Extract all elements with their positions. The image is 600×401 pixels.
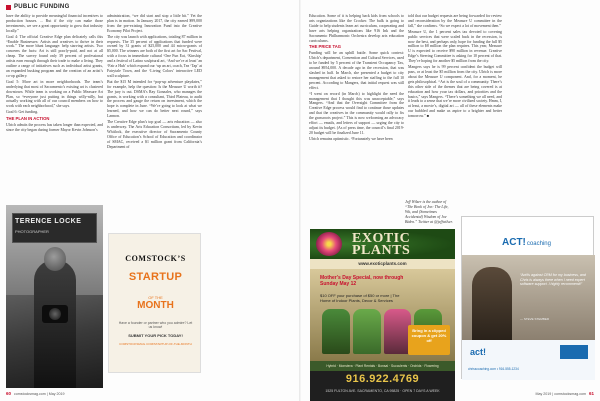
person-figure — [472, 267, 512, 340]
photographer-photo — [6, 205, 103, 388]
paragraph: Education. Some of it is helping back kids from schools to arts organizations like the Crocker. The bulk is going to Guide to help students learn art curriculum, cooperating and have arts helping organizations like 916 Ink and the Sacramento Philharmonic Orchestra develop arts education curriculums. — [309, 14, 404, 43]
folio-left — [6, 391, 64, 396]
subhead: THE PRICE TAG — [309, 44, 342, 50]
exotic-url[interactable]: www.exoticplants.com — [358, 261, 407, 266]
exotic-address: 1525 FULTON AVE. SACRAMENTO, CA 95825 · OPEN 7 DAYS A WEEK — [325, 389, 440, 393]
folio-right — [536, 391, 594, 396]
exotic-phone[interactable]: 916.922.4769 — [345, 373, 420, 385]
paragraph: told that our budget requests are being forwarded for review and reconsideration by the Measure U committee in the fall,” she confirms. “So we expect a lot of movement then.” — [408, 14, 502, 28]
coupon-badge[interactable]: Bring in a clipped coupon & get 20% off — [408, 325, 450, 355]
lens-icon — [49, 308, 61, 320]
page-number: 61 — [588, 391, 594, 396]
paragraph: Ulrich remains optimistic. “Fortunately we have been — [309, 136, 393, 141]
startup-url[interactable]: COMSTOCKSMAG.COM/STARTUP-OF-THE-MONTH — [119, 342, 192, 346]
left-col-2 — [107, 14, 202, 229]
plant-image — [353, 309, 381, 354]
exotic-sub: $10 OFF your purchase of $50 or more | The Home of Indoor Plants, Decor & Services — [320, 293, 400, 303]
subhead: THE PLAN IN ACTION — [6, 116, 50, 122]
person-figure — [34, 260, 76, 388]
page-gutter — [299, 0, 301, 401]
paragraph: Measure U, the 1 percent sales tax devoted to covering public services that were scaled back in the recession, is now the best, and perhaps only, hope for funding the full $5 million to $8 million the plan requires. This year, Measure U is expected to receive $90 million in revenue. Creative Edge’s Steering Committee is asking for 10 percent of that. They’re hoping for another $5 million from the city. — [408, 29, 502, 64]
author-bio: Jeff Wilser is the author of “The Book of Joe: The Life, Wit, and (Sometimes Accidental) Wisdom of Joe Biden.” Twitter at @jeffwilser. — [405, 200, 453, 224]
testimonial-author: — STEVE STEMBER — [520, 317, 550, 321]
sign-subtext: PHOTOGRAPHER — [15, 229, 49, 234]
exotic-title: EXOTIC PLANTS — [352, 231, 411, 258]
person-head — [44, 247, 66, 271]
sign-text: TERENCE LOCKE — [15, 218, 82, 225]
paragraph: The city was launch with applications, totaling 87 million in requests. The 35 percent of applications that funded were owned by 31 grants of $25,000 and 44 micro-grants of $5,000. The winners are both of the first art for Sac Festival, with a focus in immediate cultural ‘One Fun Eat, ‘Kinship’ and a festival of Latino sculptural art, ‘And we’re at least’ an ‘Fair a Hub’ which expand our ‘up an art, coach, Tea ‘Tap’ at Fairytale Town, and the ‘Living Colors’ interactive LED wall sculpture. — [107, 34, 202, 78]
act-logo: ACT! coaching — [502, 237, 551, 248]
paragraph: administration, “we did start and stop a little bit.” Yet the plan is in motion. In January 2017, the city earned $99,000 from the pre-existing Innovation Fund into the Creative Economy Pilot Project. — [107, 14, 202, 33]
flower-icon — [316, 232, 342, 256]
startup-title: STARTUP — [128, 271, 183, 283]
paragraph: But the $15 M intended for “pop-up adventure playdates,” for example, help the question: Is the Measure U worth it? The jury is out. DSMA’s Ray Gonzales, who manages the grants, is working with a consultant, Third Plateau, to audit the process and gauge the return on investment, which the hope is complete in June. “We’re going to look at what we learned, and how we can do better next round,” says Lannon. — [107, 79, 202, 119]
paragraph: “I went on record (in March) to highlight the need the management that I thought this was unacceptable,” says Mangers. “And that the Oversight Committee from the Creative Edge process would find to continue those updates and that the creatives in the community would rally to fix the grassroots project.” This is now welcoming an advocacy effort — emails, and letters of support — urging the city to adjust its budget. (As of press time, the council’s final 2019-20 budget will be finalized June 11. — [309, 91, 404, 135]
paragraph: Funding will be an uphill battle. Some quick context: Ulrich’s department, Convention and Cultural Services, used to be funded by 5 percent of the Transient Occupancy Tax, around $954,000. A decade ago in the recession, that was slashed in half. In March, she presented a budget to city management that asked to restore her staffing to the full 10 percent. According to Mangers, that initial request was still effect. — [309, 51, 404, 90]
paragraph: Mangers says he is 99 percent confident the budget will pass, or at least the $5 million from the city. Ulrich is more about the Measure U component. And, for a moment, he gets philosophical. “Art is the soul of a community. There’s this other side of the themes that are being covered is at education and how your tax dollars, and priorities and the basics,” says Mangers. “There’s something we all need, and it leads to a sense that we’re more civilized society. Hmm, I, at least, a movie’s, digital art — all of these elements make our bubbled and make us aspire to a brighter and better tomorrow.” ■ — [408, 65, 502, 119]
badge-icon — [560, 345, 588, 359]
left-col-1 — [6, 14, 103, 204]
folio-text: comstocksmag.com | May 2019 — [14, 391, 65, 396]
right-col-1 — [309, 14, 404, 226]
act-url[interactable]: chrisscoaching.com • 916-555-1234 — [468, 367, 519, 371]
paragraph: Ulrich admits the process has taken longer than expected, and since the city began during former Mayor Kevin Johnson’s — [6, 123, 103, 132]
section-label: PUBLIC FUNDING — [14, 4, 70, 10]
paragraph: Goal 5: More art in more neighborhoods. The team’s underlying that most of Sacramento’s existing art is clustered downtown. While team is working on a Public Measure Art Plan, so “everyone just putting in things willy-nilly, but actually working with all of our council members on how to work with each neighborhood,” she says. — [6, 79, 103, 109]
startup-cta[interactable]: SUBMIT YOUR PICK TODAY! — [128, 333, 183, 338]
paragraph: Goal 4: The official Creative Edge plan delicately calls this “Enable Businesses: Artists and creatives to thrive in their work.” The more blunt language: help starving artists. Two concerns the facts: Art is still poorly-paid, and not at all cheap. The survey found only 39 percent of professional artists earn enough through their trade to make a living. They outline a range of initiatives such as individual artist grants, an expanded busking program and the creation of an artist’s co-op gallery. — [6, 34, 103, 78]
section-tag — [6, 4, 70, 10]
startup-tagline: Have a founder or partner who you admire? Let us know! — [118, 321, 193, 330]
comstocks-logo: COMSTOCK’S — [125, 254, 186, 263]
right-col-3 — [506, 14, 594, 209]
section-marker-icon — [6, 5, 11, 10]
exotic-categories: Hybrid · Monstera · Plant Rentals · Bonsai · Succulents · Orchids · Flowering — [310, 361, 455, 371]
paragraph: have the ability to provide meaningful financial incentives to production houses. ... But if the city can make those investments, we see a great opportunity to grow that industry locally.” — [6, 14, 103, 33]
startup-of-month-ad[interactable] — [108, 233, 201, 373]
startup-month: MONTH — [137, 300, 174, 311]
act-coaching-ad[interactable] — [461, 216, 594, 379]
testimonial-quote: “Act!is against CRM for my business, and Chris is always there when I need expert software support. I highly recommend!” — [520, 273, 586, 287]
folio-text: May 2019 | comstocksmag.com — [535, 391, 586, 396]
exotic-promo: Mother’s Day Special, now through Sunday May 12 — [320, 275, 404, 287]
right-col-2 — [408, 14, 502, 199]
paragraph: Goal 6: Get funding. — [6, 110, 39, 115]
page-number: 60 — [6, 391, 12, 396]
startup-of: OF THE — [148, 295, 163, 300]
exotic-plants-ad[interactable] — [310, 229, 455, 401]
plant-image — [322, 309, 350, 354]
paragraph: The Creative Edge plan’s top goal — arts education — also is underway. The Arts Education Consortium, led by Kevin Whitlock, the executive director of Sacramento County Office of Education’s School of Education and coordinator of SMAC, received a $1 million grant from California’s Department of — [107, 120, 202, 149]
act-bottom-logo: act! — [470, 347, 487, 357]
